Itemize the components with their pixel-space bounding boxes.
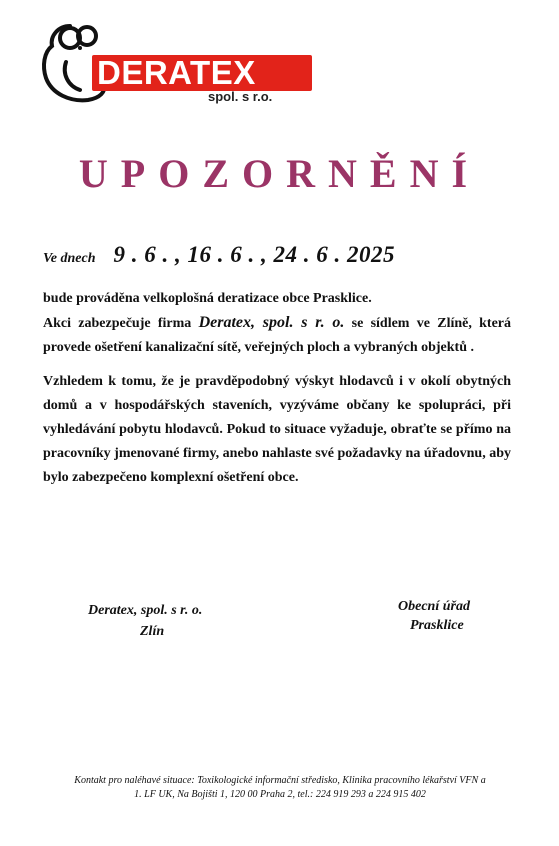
dates-row xyxy=(43,242,395,268)
signature-office-town: Prasklice xyxy=(410,618,464,633)
page-title: UPOZORNĚNÍ xyxy=(78,151,481,196)
footer-line-1: Kontakt pro naléhavé situace: Toxikologické informační středisko, Klinika pracovního lékařství VFN a xyxy=(74,775,486,786)
signature-company xyxy=(88,600,202,642)
logo-brand-text: DERATEX xyxy=(97,54,256,91)
notice-paragraph-1 xyxy=(43,287,511,360)
signature-company-name: Deratex, spol. s r. o. xyxy=(88,603,203,618)
company-logo xyxy=(40,18,280,103)
notice-line-1: bude prováděna velkoplošná deratizace obce Prasklice. xyxy=(43,291,372,306)
logo-subtitle: spol. s r.o. xyxy=(208,89,273,104)
notice-line-2a: Akci zabezpečuje firma xyxy=(43,316,199,331)
notice-paragraph-2: Vzhledem k tomu, že je pravděpodobný výskyt hlodavců i v okolí obytných domů a v hospodářských staveních, vyzýváme občany ke spolupráci, při vyhledávání pobytu hlodavců. Pokud to situace vyžaduje, obraťte se přímo na pracovníky jmenované firmy, anebo nahlaste své požadavky na úřadovnu, aby bylo zabezpečeno komplexní ošetření obce. xyxy=(43,374,511,485)
emergency-contact-footer xyxy=(30,774,530,802)
notice-body xyxy=(43,287,511,490)
notice-line-2b: se sídlem ve Zlíně, která provede ošetření kanalizační sítě, veřejných ploch a vybraných objektů . xyxy=(43,316,512,355)
signature-office-name: Obecní úřad xyxy=(398,599,470,614)
firm-name: Deratex, spol. s r. o. xyxy=(198,314,345,331)
dates-lead: Ve dnech xyxy=(43,251,96,266)
dates-value: 9 . 6 . , 16 . 6 . , 24 . 6 . 2025 xyxy=(113,242,395,267)
footer-line-2: 1. LF UK, Na Bojišti 1, 120 00 Praha 2, tel.: 224 919 293 a 224 915 402 xyxy=(134,789,426,800)
signature-municipality xyxy=(398,597,470,635)
signature-company-city: Zlín xyxy=(140,624,165,639)
